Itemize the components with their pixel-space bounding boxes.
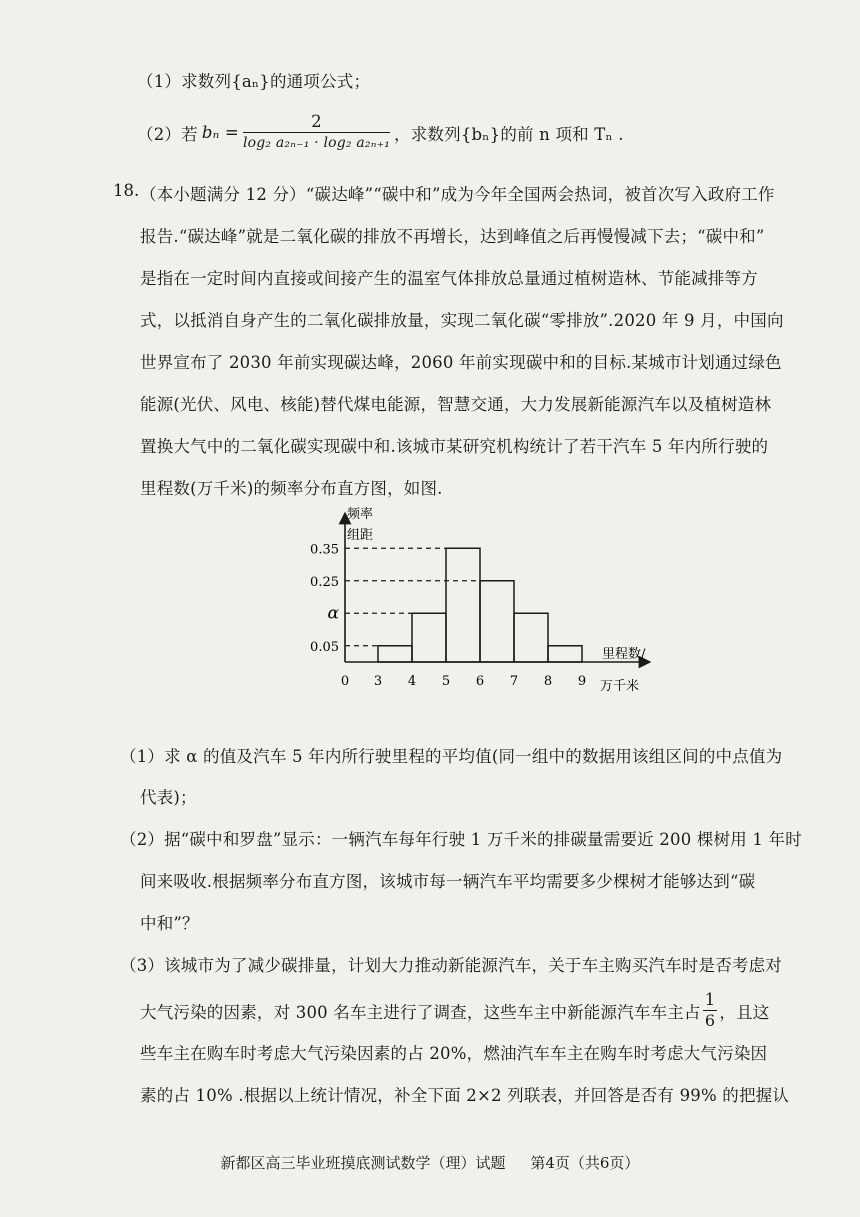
- q18-sub3-line2-tail: ，且这: [719, 1002, 770, 1022]
- x-tick-label-7: 8: [543, 674, 553, 689]
- q18-sub2-line1: （2）据“碳中和罗盘”显示：一辆汽车每年行驶 1 万千米的排碳量需要近 200 棵树用 1 年时: [120, 830, 802, 849]
- q18-line-3: 是指在一定时间内直接或间接产生的温室气体排放总量通过植树造林、节能减排等方: [140, 269, 758, 288]
- histogram-bar-4: [480, 581, 514, 662]
- x-axis-label-top: 里程数/: [602, 647, 646, 662]
- q18-sub3-line2: [140, 990, 770, 1031]
- q18-line-6: 能源(光伏、风电、核能)替代煤电能源，智慧交通，大力发展新能源汽车以及植树造林: [140, 395, 772, 414]
- x-tick-label-8: 9: [577, 674, 587, 689]
- q18-line-4: 式，以抵消自身产生的二氧化碳排放量，实现二氧化碳“零排放”.2020 年 9 月，中国向: [140, 311, 784, 330]
- q17-fraction-denominator: log₂ a₂ₙ₋₁ · log₂ a₂ₙ₊₁: [242, 135, 391, 151]
- q17-part2-suffix: ，求数列{bₙ}的前 n 项和 Tₙ .: [394, 124, 624, 144]
- page-number: 第4页（共6页）: [530, 1154, 640, 1172]
- y-tick-label-3: 0.25: [310, 574, 339, 590]
- q18-sub3-line2-text: 大气污染的因素，对 300 名车主进行了调查，这些车主中新能源汽车车主占: [140, 1002, 701, 1022]
- y-axis-label-bottom: 组距: [347, 528, 374, 543]
- y-tick-label-2: α: [327, 603, 339, 624]
- q17-fraction-numerator: 2: [243, 112, 390, 133]
- y-tick-label-4: 0.35: [310, 542, 339, 558]
- q18-line-8: 里程数(万千米)的频率分布直方图，如图.: [140, 479, 443, 498]
- q18-sub2-line3: 中和”？: [140, 914, 199, 933]
- x-tick-label-4: 5: [441, 674, 451, 689]
- q17-part2-prefix: （2）若: [137, 124, 198, 144]
- q18-sub1-line2: 代表)；: [140, 788, 197, 807]
- q18-sub3-line3: 些车主在购车时考虑大气污染因素的占 20%，燃油汽车车主在购车时考虑大气污染因: [140, 1044, 768, 1063]
- x-axis-label-bottom: 万千米: [600, 679, 640, 694]
- histogram-bar-5: [514, 613, 548, 662]
- histogram-bar-2: [412, 613, 446, 662]
- q18-line-7: 置换大气中的二氧化碳实现碳中和.该城市某研究机构统计了若干汽车 5 年内所行驶的: [140, 437, 769, 456]
- frequency-histogram: [300, 500, 680, 710]
- histogram-bar-3: [446, 548, 480, 662]
- q18-sub2-line2: 间来吸收.根据频率分布直方图，该城市每一辆汽车平均需要多少棵树才能够达到“碳: [140, 872, 756, 891]
- q18-sub3-line1: （3）该城市为了减少碳排量，计划大力推动新能源汽车，关于车主购买汽车时是否考虑对: [120, 956, 782, 975]
- q17-fraction: [243, 112, 390, 153]
- y-tick-label-1: 0.05: [310, 639, 339, 655]
- page-footer: [0, 1152, 860, 1173]
- y-axis-label-top: 频率: [347, 507, 374, 522]
- q18-line-1: （本小题满分 12 分）“碳达峰”“碳中和”成为今年全国两会热词，被首次写入政府工作: [140, 185, 775, 204]
- q18-fraction-denominator: 6: [704, 1011, 716, 1030]
- q18-fraction-numerator: 1: [704, 990, 716, 1009]
- histogram-bar-6: [548, 646, 582, 662]
- x-tick-label-6: 7: [509, 674, 519, 689]
- q18-number: 18.: [113, 181, 140, 200]
- q17-part1: （1）求数列{aₙ}的通项公式；: [137, 72, 371, 91]
- x-tick-label-3: 4: [407, 674, 417, 689]
- exam-title: 新都区高三毕业班摸底测试数学（理）试题: [220, 1154, 506, 1172]
- q18-line-5: 世界宣布了 2030 年前实现碳达峰，2060 年前实现碳中和的目标.某城市计划通过绿色: [140, 353, 782, 372]
- x-tick-label-1: 0: [340, 674, 350, 689]
- x-tick-label-5: 6: [475, 674, 485, 689]
- q18-sub1-line1: （1）求 α 的值及汽车 5 年内所行驶里程的平均值(同一组中的数据用该组区间的中点值为: [120, 747, 783, 766]
- q18-line-2: 报告.“碳达峰”就是二氧化碳的排放不再增长，达到峰值之后再慢慢减下去；“碳中和”: [140, 227, 765, 246]
- x-tick-label-2: 3: [373, 674, 383, 689]
- q18-fraction: [703, 990, 718, 1031]
- q18-sub3-line4: 素的占 10% .根据以上统计情况，补全下面 2×2 列联表，并回答是否有 99% 的把握认: [140, 1086, 790, 1105]
- q17-part2: [137, 112, 624, 153]
- q17-part2-bn: bₙ =: [201, 123, 239, 142]
- histogram-bar-1: [378, 646, 412, 662]
